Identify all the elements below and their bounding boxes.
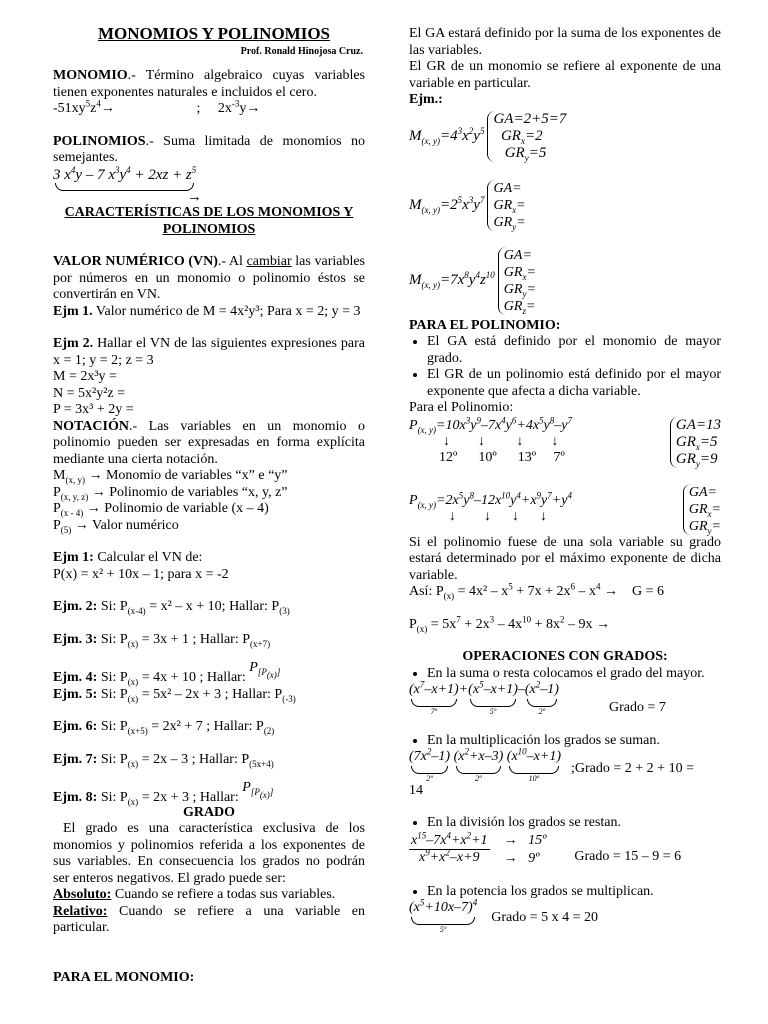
ejm1-valor-numerico: Ejm 1. Valor numérico de M = 4x²y³; Para x = 2; y = 3 [53, 303, 361, 319]
monomio-definition: MONOMIO.- Término algebraico cuyas variables tienen exponentes naturales e incluidos el cero. [53, 68, 365, 100]
ejm1-expression: P(x) = x² + 10x – 1; para x = -2 [53, 566, 229, 582]
author-line: Prof. Ronald Hinojosa Cruz. [240, 45, 363, 57]
valor-numerico-definition: VALOR NUMÉRICO (VN).- Al cambiar las variables por números en un monomio o polinomio éstos se convertirán en VN. [53, 254, 366, 302]
operaciones-title: OPERACIONES CON GRADOS: [462, 649, 668, 664]
ejm-5-line: Ejm. 5: Si: $P_{(x)} = 5x^2 - 2x + 3$ ; Hallar: $P_{(-3)}$ [53, 686, 296, 704]
bullet-item: • En la suma o resta colocamos el grado del mayor. [427, 666, 721, 683]
gr-definition: El GR de un monomio se refiere al exponente de una variable en particular. [409, 59, 721, 91]
monomio-examples: $-51xy^5z^4\to$ ; $2x^{-3}y\to$ [53, 98, 261, 116]
notacion-definition: NOTACIÓN.- Las variables en un monomio o polinomio pueden ser expresadas en forma explícita mediante una cierta notación. [53, 418, 365, 467]
grado-mult-result: 14 [409, 782, 423, 798]
monomio-example-3: $M_{(x, y)}=7x^8y^4z^{10}$ GA= $GR_x=$ $GR_y=$ $GR_z=$ [409, 247, 536, 316]
polinomio-example: 3 $x^4y - 7$ $x^3y^4 + 2xz + z^5$ → [53, 164, 202, 205]
ejm1-calcular: Ejm 1: Calcular el VN de: [53, 550, 203, 565]
op-pot-bullet [409, 884, 721, 901]
polinomio-bullets [409, 334, 721, 400]
monomio-example-2: $M_{(x, y)}=2^5x^3y^7$ GA= $GR_x=$ $GR_y=$ [409, 180, 526, 232]
grado-text: El grado es una característica exclusiva de los monomios y polinomios referida a los exponentes de sus variables. En consecuencia los grados no podrán ser enteros negativos. El grado puede ser: [53, 821, 365, 886]
absoluto-line: Absoluto: Cuando se refiere a todas sus variables. [53, 887, 336, 902]
grado-suma: Grado = 7 [608, 700, 666, 715]
notacion-item: $P_{(x - 4)}$ → Polinomio de variable (x – 4) [53, 501, 269, 518]
op-suma-bullet [409, 666, 721, 683]
pot-example: $(x^5+10x-7)^4$ 5º Grado = 5 x 4 = 20 [409, 897, 598, 934]
right-column [409, 26, 721, 934]
notacion-item: $M_{(x, y)}$ → Monomio de variables “x” e “y” [53, 468, 288, 485]
op-mult-bullet [409, 733, 721, 750]
sola-variable-text: Si el polinomio fuese de una sola variable su grado estará determinado por el máximo exponente de dicha variable. [409, 534, 721, 583]
suma-example: $(x^7-x+1)$ 7º + $(x^5-x+1)$ 5º – $(x^2-1)$ 2º Grado = 7 [409, 679, 666, 716]
notacion-item: $P_{(5)}$ → Valor numérico [53, 517, 179, 535]
ejm-label: Ejm.: [409, 92, 443, 107]
ejm2-line: P = 3x³ + 2y = [53, 402, 134, 417]
notacion-item: $P_{(x, y, z)}$ → Polinomio de variables “x, y, z” [53, 484, 288, 502]
grado-title: GRADO [182, 804, 236, 820]
bullet-item: • El GR de un polinomio está definido por el mayor exponente que afecta a dicha variable. [427, 367, 721, 400]
mult-example: $(7x^2-1)$ 2º $(x^2+x-3)$ 2º $(x^{10}-x+1)$ 10º ;Grado = 2 + 2 + 10 = [409, 746, 694, 783]
para-el-polinomio-line: Para el Polinomio: [409, 400, 514, 415]
bullet-item: • En la división los grados se restan. [427, 815, 721, 832]
ejm2-valor-numerico: Ejm 2. Hallar el VN de las siguientes expresiones para x = 1; y = 2; z = 3 [53, 336, 365, 368]
polinomio-example-1: $P_{(x, y)}=10x^3y^9-7x^4y^6+4x^5y^8-y^7$ ↓ ↓ ↓ ↓ 12º 10º 13º 7º GA=13 $GR_x=5$ $GR_y=9$ [409, 415, 721, 469]
para-el-polinomio-heading: PARA EL POLINOMIO: [409, 317, 561, 333]
ejm-7-line: Ejm. 7: Si: $P_{(x)} = 2x - 3$ ; Hallar: $P_{(5x+4)}$ [53, 751, 274, 769]
para-el-monomio: PARA EL MONOMIO: [53, 969, 195, 985]
bullet-item: • En la multiplicación los grados se suman. [427, 733, 721, 750]
bullet-item: • El GA está definido por el monomio de mayor grado. [427, 334, 721, 367]
grado-pot: Grado = 5 x 4 = 20 [491, 910, 598, 925]
ejm2-line: N = 5x²y²z = [53, 385, 126, 401]
polinomios-definition: POLINOMIOS.- Suma limitada de monomios no semejantes. [53, 133, 365, 165]
relativo-line: Relativo: Cuando se refiere a una variable en particular. [53, 903, 365, 935]
ejm-2-line: Ejm. 2: Si: $P_{(x-4)} = x^2 - x + 10$; Hallar: $P_{(3)}$ [53, 599, 290, 616]
asi-example: Así: $P_{(x)} = 4x^2 - x^5 + 7x + 2x^6 - x^4$ → G = 6 [409, 581, 665, 601]
ejm-8-line: Ejm. 8: Si: $P_{(x)} = 2x + 3$ ; Hallar: $P_{[P_{(x)}]}$ [53, 780, 274, 807]
grado-mult: ;Grado = 2 + 2 + 10 = [571, 761, 694, 776]
ejm2-line: M = 2x³y = [53, 369, 117, 384]
poly-exercise: $P_{(x)} = 5x^7 + 2x^3 - 4x^{10} + 8x^2 - 9x$ → [409, 613, 611, 634]
left-column [53, 26, 365, 986]
div-example: $\frac{x^{15}-7x^4+x^2+1}{x^9+x^2-x+9}$ → 15º → 9º Grado = 15 – 9 = 6 [411, 829, 682, 866]
ejm-4-line: Ejm. 4: Si: $P_{(x)} = 4x + 10$ ; Hallar: $P_{[P_{(x)}]}$ [53, 660, 281, 687]
grado-div: Grado = 15 – 9 = 6 [574, 849, 682, 865]
bullet-item: • En la potencia los grados se multiplican. [427, 884, 721, 901]
document-title: MONOMIOS Y POLINOMIOS [97, 24, 331, 43]
caracteristicas-title: CARACTERÍSTICAS DE LOS MONOMIOS Y POLINOMIOS [64, 205, 354, 237]
monomio-example-1: $M_{(x, y)}=4^3x^2y^5$ GA=2+5=7 $GR_x=2$ $GR_y=5$ [409, 110, 567, 163]
ejm-3-line: Ejm. 3: Si: $P_{(x)} = 3x + 1$ ; Hallar: $P_{(x+7)}$ [53, 631, 271, 649]
polinomio-example-2: $P_{(x, y)}=2x^5y^8-12x^{10}y^4+x^9y^7+y^4$ ↓ ↓ ↓ ↓ GA= $GR_x=$ $GR_y=$ [409, 484, 721, 536]
ejm-6-line: Ejm. 6: Si: $P_{(x+5)} = 2x^2 + 7$ ; Hallar: $P_{(2)}$ [53, 719, 275, 736]
op-div-bullet [409, 815, 721, 832]
ga-definition: El GA estará definido por la suma de los exponentes de las variables. [409, 26, 721, 58]
